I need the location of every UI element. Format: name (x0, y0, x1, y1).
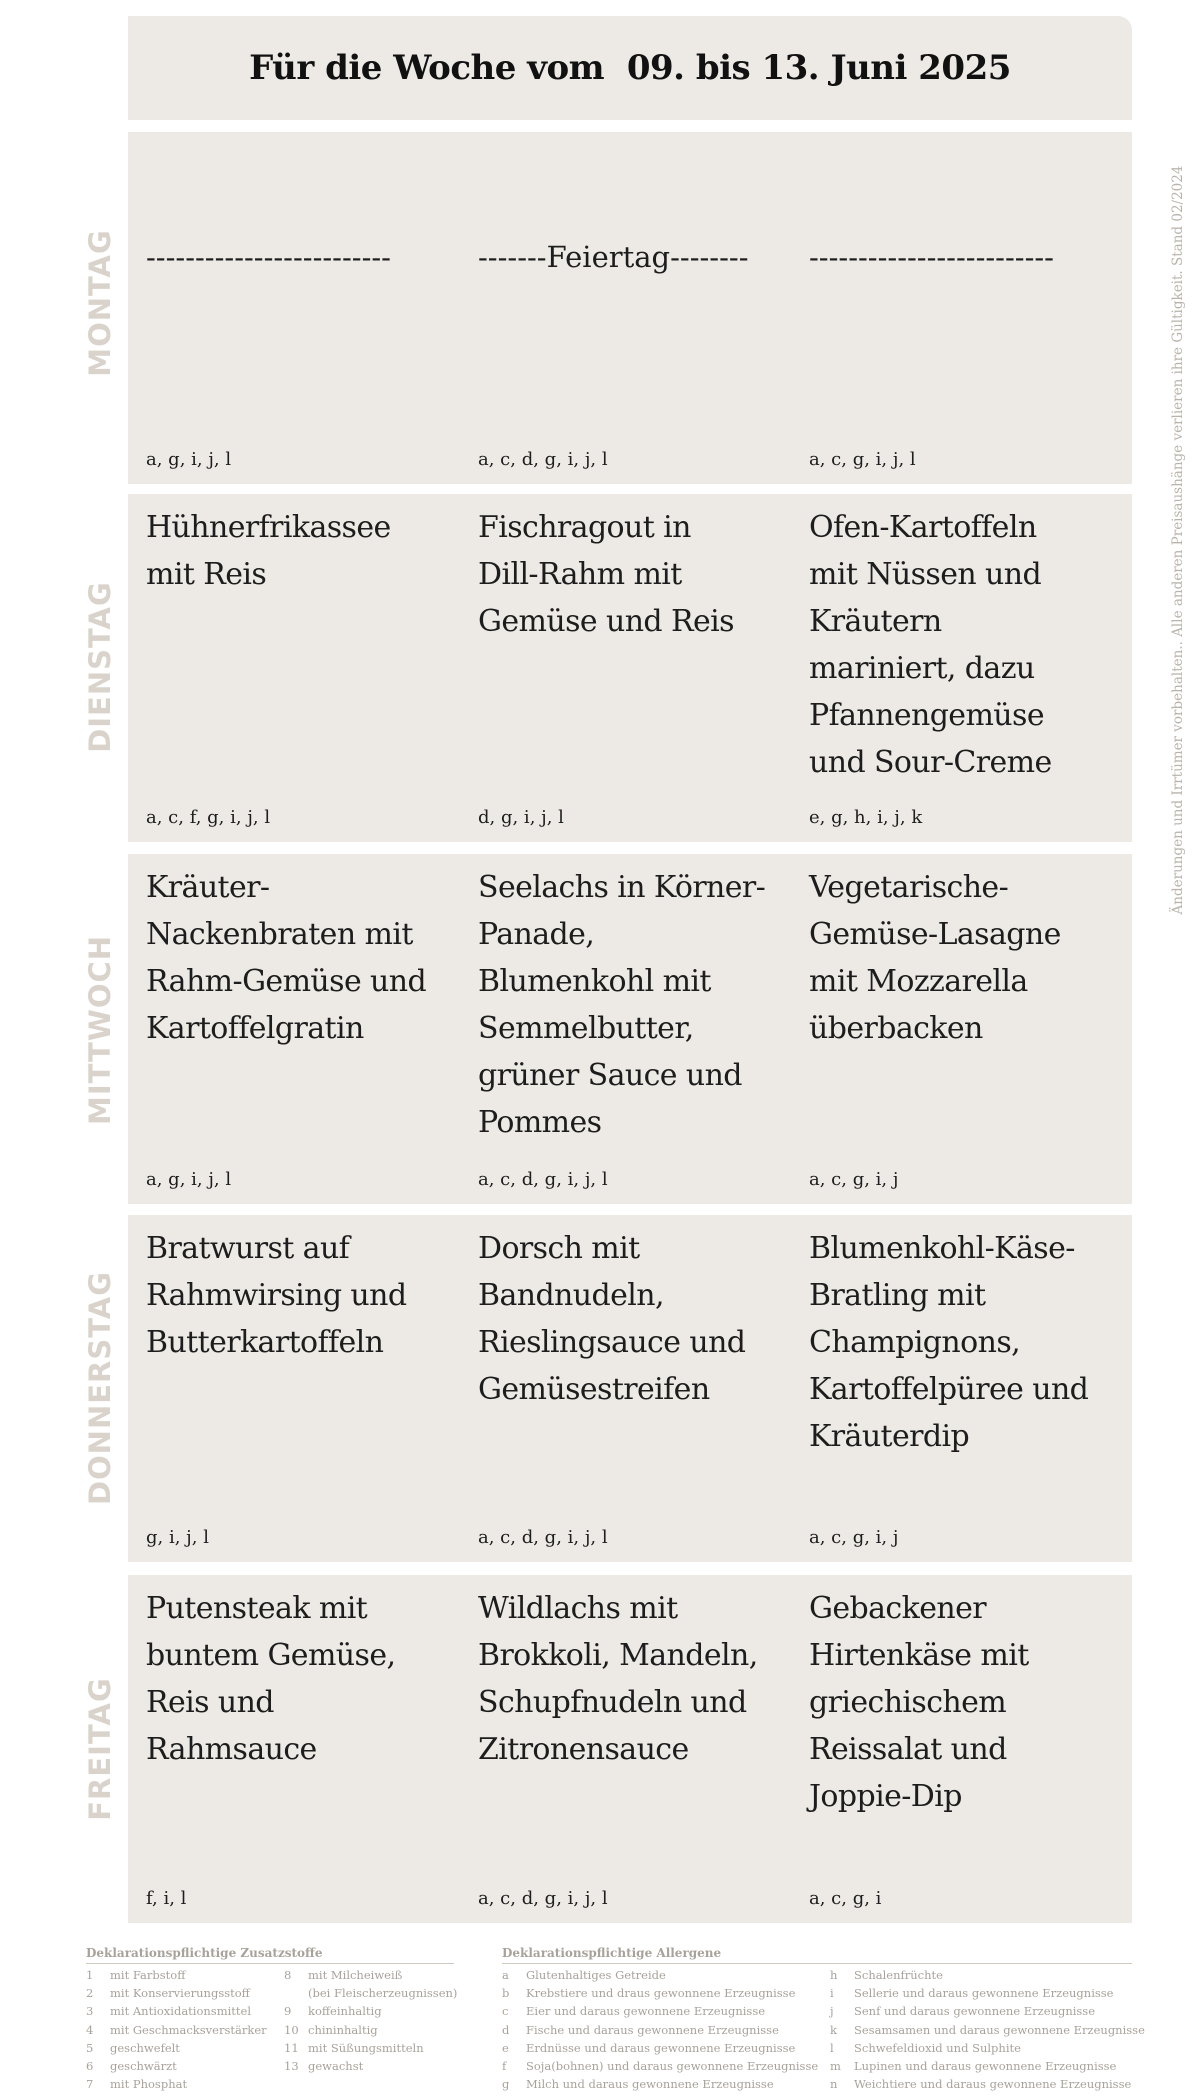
week-title: Für die Woche vom 09. bis 13. Juni 2025 (249, 48, 1011, 88)
allergen-codes: a, c, d, g, i, j, l (478, 1888, 608, 1909)
menu-cell (128, 1575, 438, 1923)
dish-text: Blumenkohl-Käse- Bratling mit Champignons, Kartoffelpüree und Kräuterdip (809, 1231, 1089, 1454)
allergen-codes: a, c, d, g, i, j, l (478, 1169, 608, 1190)
menu-cell (791, 494, 1101, 842)
dish-text: Dorsch mit Bandnudeln, Rieslingsauce und Gemüsestreifen (478, 1231, 746, 1407)
menu-cell (460, 854, 770, 1204)
allergen-codes: a, c, f, g, i, j, l (146, 807, 271, 828)
legend-item: 8 mit Milcheiweiß (284, 1968, 403, 1982)
menu-cell (128, 854, 438, 1204)
legend-item: c Eier und daraus gewonnene Erzeugnisse (502, 2004, 766, 2019)
legend-item: j Senf und daraus gewonnene Erzeugnisse (830, 2004, 1096, 2019)
disclaimer-text: Änderungen und Irrtümer vorbehalten.. Alle anderen Preisaushänge verlieren ihre Gültigkeit. Stand 02/2024 (1170, 165, 1186, 915)
allergens-column-1 (502, 1966, 830, 2093)
menu-cell (128, 1215, 438, 1562)
legend-item: i Sellerie und daraus gewonnene Erzeugnisse (830, 1986, 1114, 2001)
dish-text: Seelachs in Körner- Panade, Blumenkohl mit Semmelbutter, grüner Sauce und Pommes (478, 870, 766, 1140)
menu-cell (460, 494, 770, 842)
menu-cell (128, 494, 438, 842)
dish-text: Fischragout in Dill-Rahm mit Gemüse und Reis (478, 510, 734, 639)
dish-text: Bratwurst auf Rahmwirsing und Butterkartoffeln (146, 1231, 407, 1360)
legend-item: h Schalenfrüchte (830, 1968, 943, 1982)
legend-item: l Schwefeldioxid und Sulphite (830, 2040, 1021, 2055)
legend-item: (bei Fleischerzeugnissen) (308, 1986, 458, 2001)
legend-item: 3 mit Antioxidationsmittel (86, 2004, 252, 2019)
legend-item: 11 mit Süßungsmitteln (284, 2040, 424, 2055)
week-header (128, 16, 1132, 120)
legend-item: 13 gewachst (284, 2059, 364, 2074)
menu-cell (460, 132, 770, 484)
menu-cell (791, 1575, 1101, 1923)
legend-item: 10 chininhaltig (284, 2022, 378, 2037)
legend-item: k Sesamsamen und daraus gewonnene Erzeugnisse (830, 2022, 1145, 2037)
allergen-codes: f, i, l (146, 1888, 187, 1909)
legend-item: 5 geschwefelt (86, 2040, 180, 2055)
legend-item: 1 mit Farbstoff (86, 1968, 186, 1982)
dish-text: -------Feiertag-------- (478, 240, 749, 274)
legend-item: b Krebstiere und draus gewonnene Erzeugnisse (502, 1986, 796, 2001)
dish-text: Wildlachs mit Brokkoli, Mandeln, Schupfnudeln und Zitronensauce (478, 1591, 758, 1767)
allergen-codes: g, i, j, l (146, 1527, 209, 1548)
additives-column-1 (86, 1966, 284, 2093)
additives-column-2 (284, 1966, 458, 2093)
menu-cell (460, 1575, 770, 1923)
allergens-column-2 (830, 1966, 1145, 2093)
allergen-codes: e, g, h, i, j, k (809, 807, 923, 828)
additives-legend (86, 1946, 458, 2093)
legend-item: g Milch und daraus gewonnene Erzeugnisse (502, 2077, 774, 2092)
allergen-codes: a, c, g, i, j, l (809, 449, 916, 470)
legend-item: d Fische und daraus gewonnene Erzeugnisse (502, 2022, 779, 2037)
legend-item: e Erdnüsse und daraus gewonnene Erzeugnisse (502, 2040, 796, 2055)
day-row-dienstag (128, 494, 1132, 842)
day-row-freitag (128, 1575, 1132, 1923)
legend-item: 7 mit Phosphat (86, 2077, 188, 2092)
menu-cell (791, 1215, 1101, 1562)
day-row-donnerstag (128, 1215, 1132, 1562)
allergen-codes: d, g, i, j, l (478, 807, 564, 828)
allergen-codes: a, c, d, g, i, j, l (478, 449, 608, 470)
dish-text: Gebackener Hirtenkäse mit griechischem Reissalat und Joppie-Dip (809, 1591, 1029, 1814)
legend-item: a Glutenhaltiges Getreide (502, 1968, 666, 1982)
allergen-codes: a, c, g, i, j (809, 1527, 899, 1548)
legend-item: 9 koffeinhaltig (284, 2004, 382, 2019)
allergen-codes: a, g, i, j, l (146, 1169, 232, 1190)
legend-item: n Weichtiere und daraus gewonnene Erzeugnisse (830, 2077, 1132, 2092)
dish-text: Ofen-Kartoffeln mit Nüssen und Kräutern mariniert, dazu Pfannengemüse und Sour-Creme (809, 510, 1052, 780)
allergens-heading: Deklarationspflichtige Allergene (502, 1946, 1132, 1964)
dish-text: ------------------------- (146, 240, 391, 274)
day-row-montag (128, 132, 1132, 484)
menu-cell (791, 854, 1101, 1204)
legend-item: m Lupinen und daraus gewonnene Erzeugnisse (830, 2059, 1117, 2074)
menu-cell (460, 1215, 770, 1562)
legend-item: 6 geschwärzt (86, 2059, 177, 2074)
additives-heading: Deklarationspflichtige Zusatzstoffe (86, 1946, 454, 1964)
allergen-codes: a, c, g, i, j (809, 1169, 899, 1190)
dish-text: Kräuter- Nackenbraten mit Rahm-Gemüse und Kartoffelgratin (146, 870, 427, 1046)
menu-cell (128, 132, 438, 484)
legend-item: 2 mit Konservierungsstoff (86, 1986, 250, 2001)
menu-cell (791, 132, 1101, 484)
legend-item: 4 mit Geschmacksverstärker (86, 2022, 267, 2037)
allergens-legend (502, 1946, 1145, 2093)
dish-text: Hühnerfrikassee mit Reis (146, 510, 391, 592)
allergen-codes: a, c, g, i (809, 1888, 882, 1909)
dish-text: ------------------------- (809, 240, 1054, 274)
allergen-codes: a, c, d, g, i, j, l (478, 1527, 608, 1548)
legend-item: f Soja(bohnen) und daraus gewonnene Erzeugnisse (502, 2059, 819, 2074)
dish-text: Putensteak mit buntem Gemüse, Reis und Rahmsauce (146, 1591, 396, 1767)
allergen-codes: a, g, i, j, l (146, 449, 232, 470)
day-row-mittwoch (128, 854, 1132, 1204)
dish-text: Vegetarische- Gemüse-Lasagne mit Mozzarella überbacken (809, 870, 1061, 1046)
